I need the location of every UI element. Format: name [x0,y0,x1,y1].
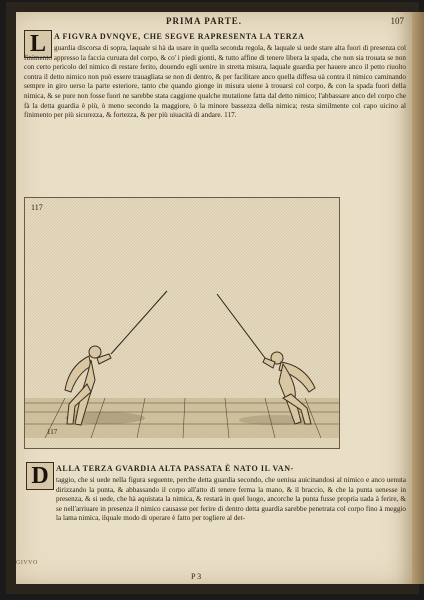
page-number: 107 [390,16,404,26]
paragraph-1-body: guardia discorsa di sopra, laquale si hà da usare in quella seconda regola, & laquale si uede stare alta fuori di presenza col finimento appresso la faccia curuata del corpo, & co' i piedi gionti, & tutto affine di tenere libera la spada, che non sia trouata se non con certo pericolo del nimico di restare ferito, douendo egli uenire in stretta misura, laquale guardia per hauere anco il petto riuolto contra il detto nimico non può essere trauagliata se non di dentro, & per facilitare anco quella diffesa uà contra il nimico caminando sempre in giro uerso la parte esteriore, tanto che quando gionge in misura uiene à trouarsi col corpo, & con la spada fuori della nimica, & se pure non fosse fuori ne sarebbe stata caggione qualche mutatione fatta dal detto nimico; l'abbassare anco del corpo che fà la detta guardia è più, ò meno secondo la maggiore, ò la minore bassezza della nimica; resta similmente col capo uicino al finimento per più sicurezza, & fortezza, & per più uiuacità di andare. 117. [24,44,406,120]
engraving-plate [24,197,340,449]
page-header [16,16,412,30]
drop-cap-d: D [26,462,54,490]
plate-label-top: 117 [31,203,43,212]
running-title: PRIMA PARTE. [166,16,243,26]
page-edge [412,12,424,584]
paragraph-2-lead: ALLA TERZA GVARDIA ALTA PASSATA È NATO IL VAN- [56,464,294,473]
book-page [16,12,415,584]
fencing-engraving [25,198,339,448]
paragraph-2-body: taggio, che si uede nella figura seguente, perche detta guardia secondo, che ueniua auicinandosi al nimico e anco uenuta dirizzando la punta, & abbassando il corpo all'atto di tenere ferma la mano, & il braccio, & che la punta uenesse in presenza, & si uede, che hà aquistata la nimica, & restarà in quel luogo, ancorche la punta fusse propria uada à ferire, & se nell'arriuare in presenza il nimico causasse per ferire di dentro detta guardia sarebbe penetrata col corpo fino à meggio la lama nimica, ilquale modo di operare è fatto per togliere al det- [56,476,406,523]
paragraph-1-lead: A FIGVRA DVNQVE, CHE SEGVE RAPRESENTA LA TERZA [54,32,305,41]
drop-cap-l: L [24,30,52,58]
library-stamp: GIVVO [16,560,38,566]
plate-label-bottom: 117 [47,428,58,436]
scanned-book-page [6,2,419,594]
signature-mark: P 3 [191,572,202,581]
paragraph-2-head [56,464,406,476]
